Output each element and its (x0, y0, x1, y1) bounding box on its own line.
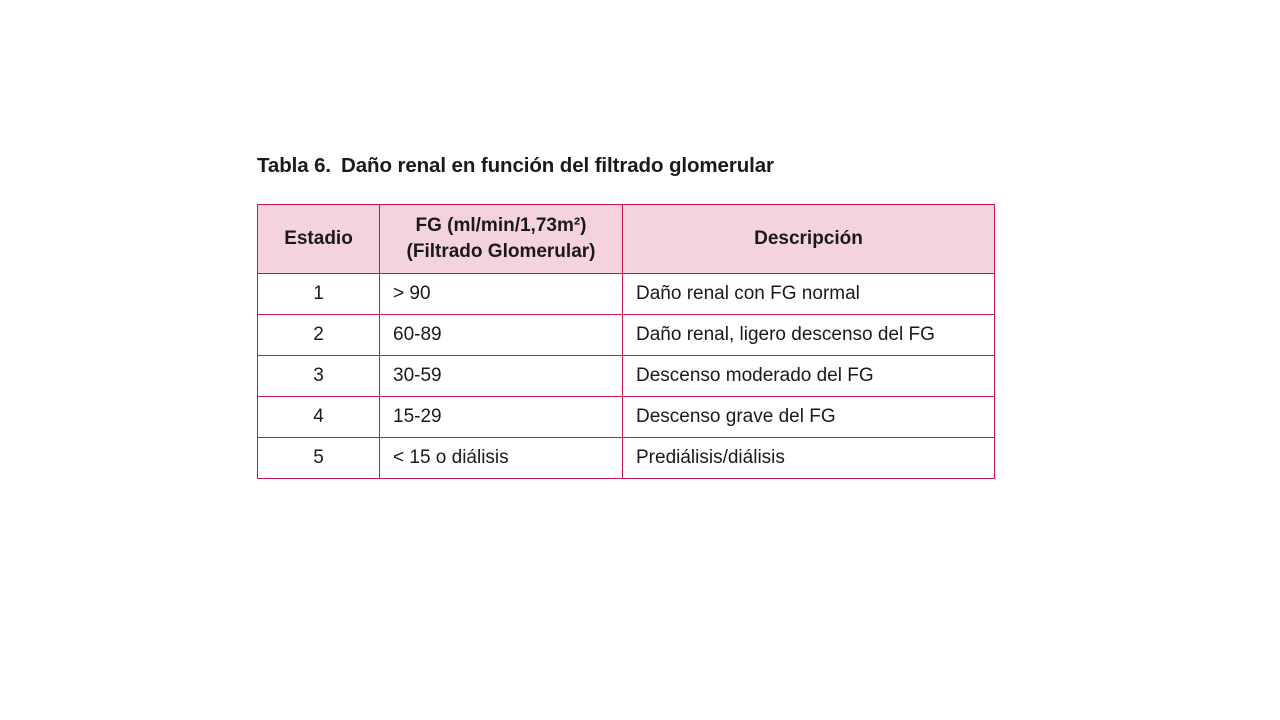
cell-description: Daño renal, ligero descenso del FG (623, 315, 995, 356)
cell-description: Descenso grave del FG (623, 397, 995, 438)
cell-fg: 60-89 (380, 315, 623, 356)
header-fg (380, 205, 623, 274)
table-header-row (258, 205, 995, 274)
header-fg-line1: FG (ml/min/1,73m²) (415, 215, 587, 236)
cell-fg: > 90 (380, 274, 623, 315)
cell-description: Daño renal con FG normal (623, 274, 995, 315)
table-row (258, 315, 995, 356)
cell-description: Prediálisis/diálisis (623, 438, 995, 479)
cell-stage: 2 (258, 315, 380, 356)
table-row (258, 397, 995, 438)
header-description: Descripción (623, 205, 995, 274)
table-title: Daño renal en función del filtrado glomerular (341, 154, 774, 177)
table-row (258, 356, 995, 397)
cell-description: Descenso moderado del FG (623, 356, 995, 397)
header-fg-line2: (Filtrado Glomerular) (406, 241, 596, 262)
cell-fg: 30-59 (380, 356, 623, 397)
table-caption (257, 154, 774, 178)
cell-stage: 1 (258, 274, 380, 315)
table-number: Tabla 6. (257, 154, 332, 177)
cell-stage: 4 (258, 397, 380, 438)
cell-fg: 15-29 (380, 397, 623, 438)
kidney-damage-table (257, 204, 995, 479)
cell-stage: 3 (258, 356, 380, 397)
table-row (258, 438, 995, 479)
cell-fg: < 15 o diálisis (380, 438, 623, 479)
table-row (258, 274, 995, 315)
cell-stage: 5 (258, 438, 380, 479)
header-stage: Estadio (258, 205, 380, 274)
